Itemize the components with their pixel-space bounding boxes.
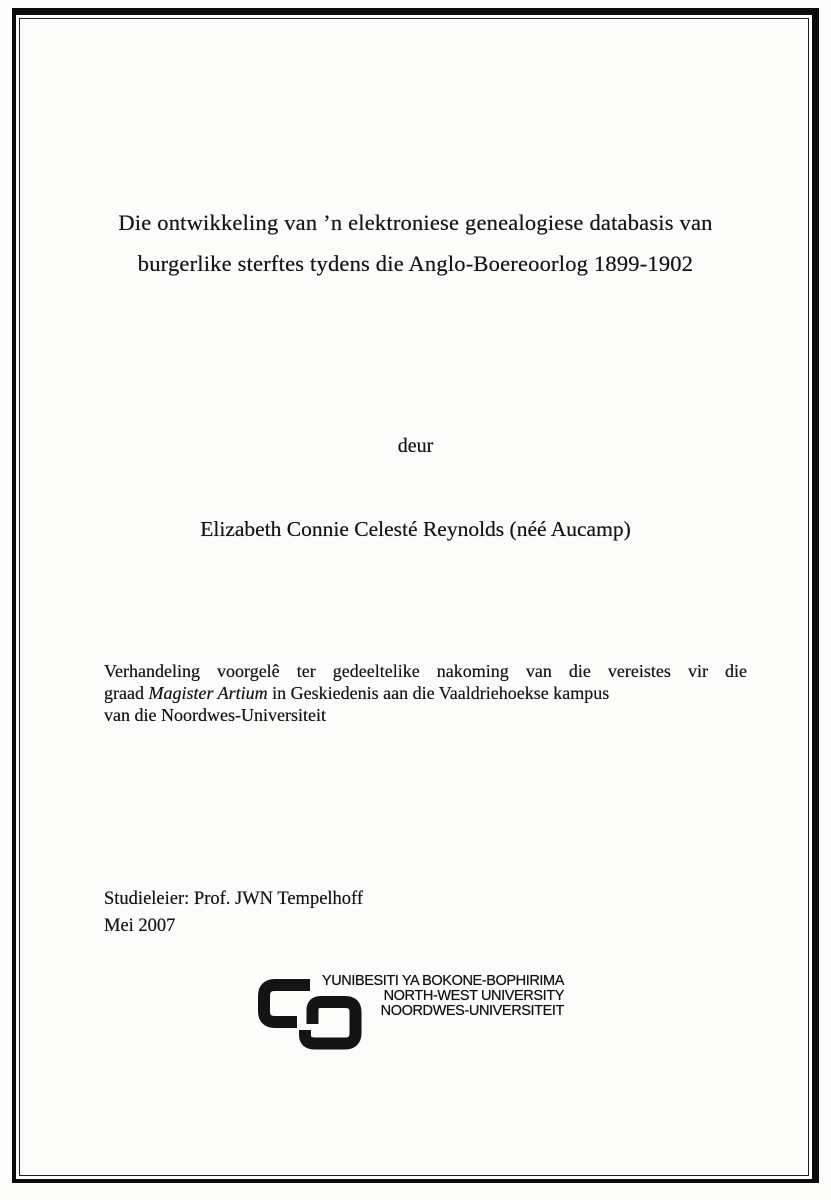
- nwu-link-left: [264, 985, 310, 1022]
- nwu-name-english: NORTH-WEST UNIVERSITY: [383, 988, 564, 1004]
- thesis-title-line-1: Die ontwikkeling van ’n elektroniese genealogiese databasis van: [118, 210, 713, 235]
- submission-statement: [104, 660, 747, 726]
- statement-line-1: Verhandeling voorgelê ter gedeeltelike nakoming van die vereistes vir die: [104, 661, 747, 681]
- nwu-name-setswana: YUNIBESITI YA BOKONE-BOPHIRIMA: [321, 973, 564, 989]
- imprint-block: [104, 886, 363, 939]
- date-line: Mei 2007: [104, 915, 176, 936]
- statement-line-2-suffix: in Geskiedenis aan die Vaaldriehoekse kampus: [267, 683, 610, 703]
- author-name: Elizabeth Connie Celesté Reynolds (néé Aucamp): [200, 517, 631, 541]
- byline-preposition: deur: [397, 435, 434, 457]
- statement-line-2-prefix: graad: [104, 683, 149, 703]
- nwu-logo-wordmark: [322, 974, 564, 1019]
- supervisor-line: Studieleier: Prof. JWN Tempelhoff: [104, 889, 364, 909]
- thesis-title-line-2: burgerlike sterftes tydens die Anglo-Boereoorlog 1899-1902: [137, 251, 694, 276]
- thesis-title: [0, 202, 831, 284]
- degree-name: Magister Artium: [148, 683, 268, 703]
- statement-line-3: van die Noordwes-Universiteit: [104, 705, 326, 725]
- nwu-name-afrikaans: NOORDWES-UNIVERSITEIT: [380, 1003, 564, 1019]
- statement-line-2: [104, 682, 747, 704]
